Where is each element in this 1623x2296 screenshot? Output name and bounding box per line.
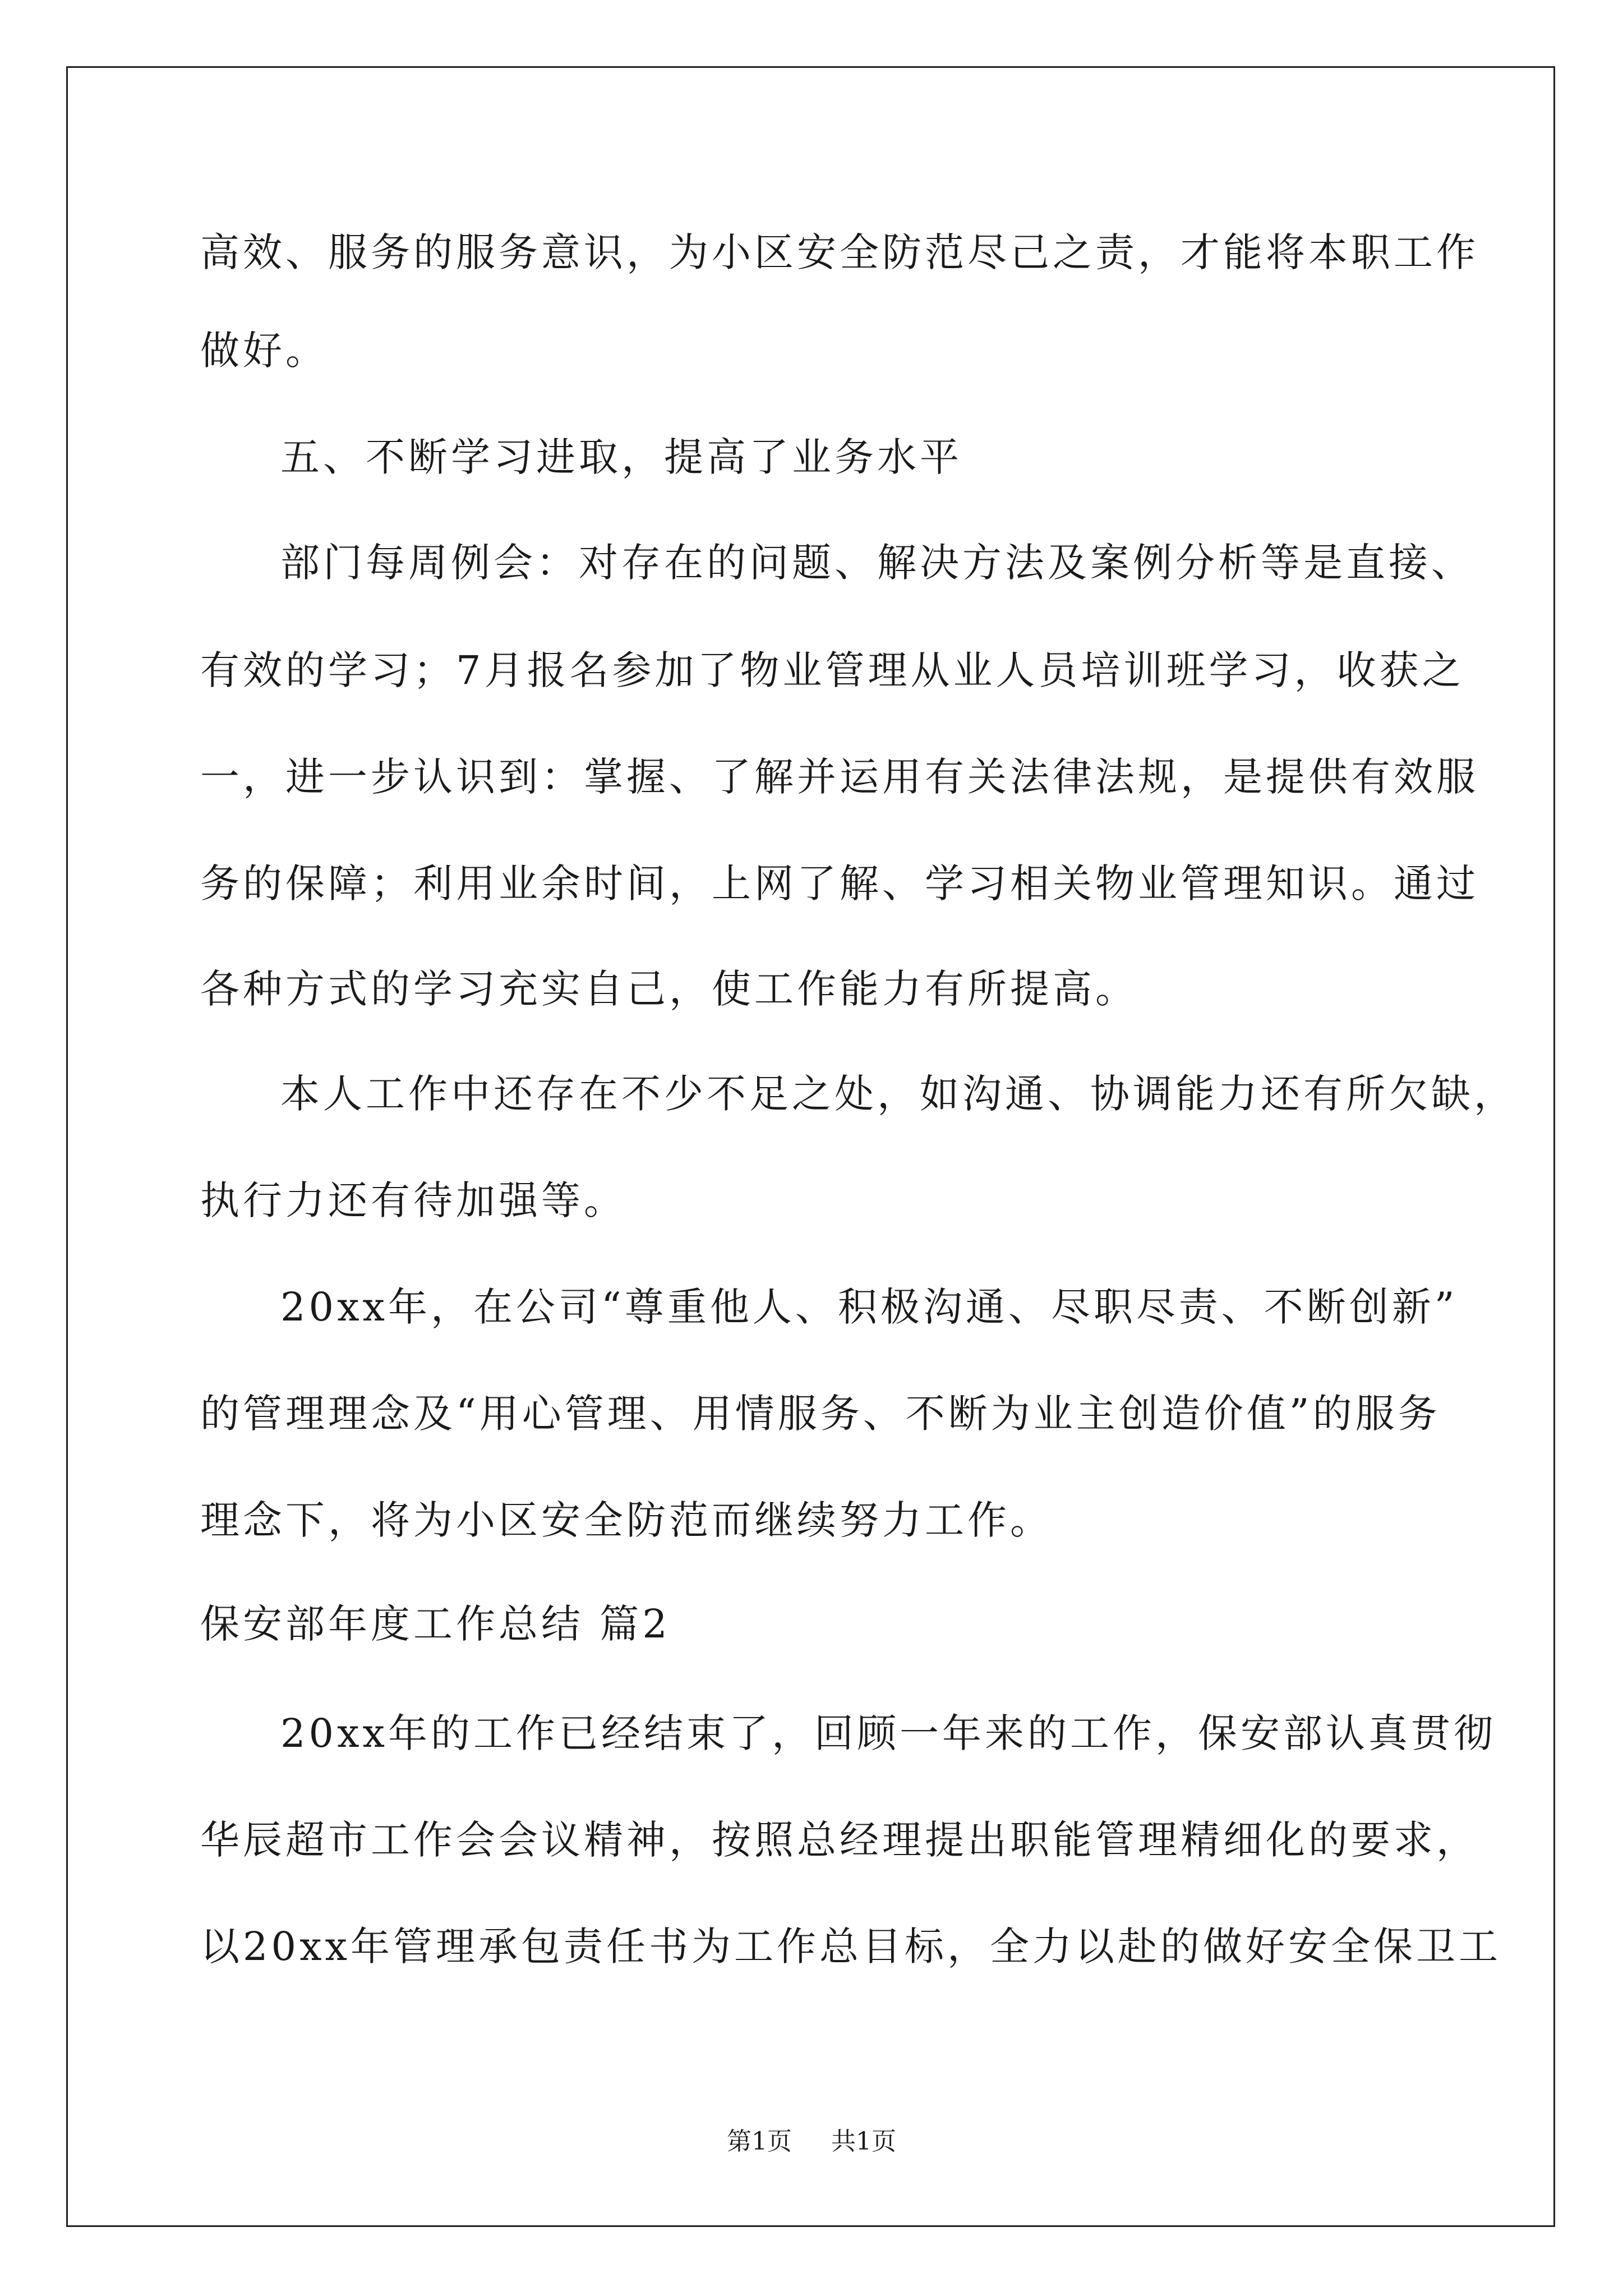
- section-heading: 五、不断学习进取，提高了业务水平: [280, 434, 962, 480]
- paragraph-line: 的管理理念及“用心管理、用情服务、不断为业主创造价值”的服务: [200, 1391, 1441, 1437]
- page-current: 第1页: [727, 2127, 792, 2156]
- paragraph-line: 做好。: [200, 328, 328, 374]
- page-border: [66, 66, 1555, 2227]
- paragraph-line: 有效的学习；7月报名参加了物业管理从业人员培训班学习，收获之: [200, 647, 1465, 693]
- paragraph-line: 各种方式的学习充实自己，使工作能力有所提高。: [200, 966, 1138, 1012]
- paragraph-line: 20xx年，在公司“尊重他人、积极沟通、尽职尽责、不断创新”: [280, 1284, 1458, 1330]
- paragraph-line: 华辰超市工作会会议精神，按照总经理提出职能管理精细化的要求，: [200, 1817, 1479, 1863]
- paragraph-line: 本人工作中还存在不少不足之处，如沟通、协调能力还有所欠缺，: [280, 1071, 1516, 1117]
- paragraph-line: 一，进一步认识到：掌握、了解并运用有关法律法规，是提供有效服: [200, 754, 1479, 800]
- page-total: 共1页: [831, 2127, 896, 2156]
- paragraph-line: 以20xx年管理承包责任书为工作总目标，全力以赴的做好安全保卫工: [200, 1924, 1502, 1970]
- paragraph-line: 部门每周例会：对存在的问题、解决方法及案例分析等是直接、: [280, 540, 1474, 586]
- paragraph-line: 理念下，将为小区安全防范而继续努力工作。: [200, 1497, 1053, 1543]
- paragraph-line: 执行力还有待加强等。: [200, 1177, 626, 1223]
- paragraph-line: 高效、服务的服务意识，为小区安全防范尽己之责，才能将本职工作: [200, 229, 1479, 275]
- page-footer: [0, 2126, 1623, 2157]
- paragraph-line: 20xx年的工作已经结束了，回顾一年来的工作，保安部认真贯彻: [280, 1710, 1497, 1756]
- article-title: 保安部年度工作总结 篇2: [200, 1601, 671, 1647]
- paragraph-line: 务的保障；利用业余时间，上网了解、学习相关物业管理知识。通过: [200, 861, 1479, 907]
